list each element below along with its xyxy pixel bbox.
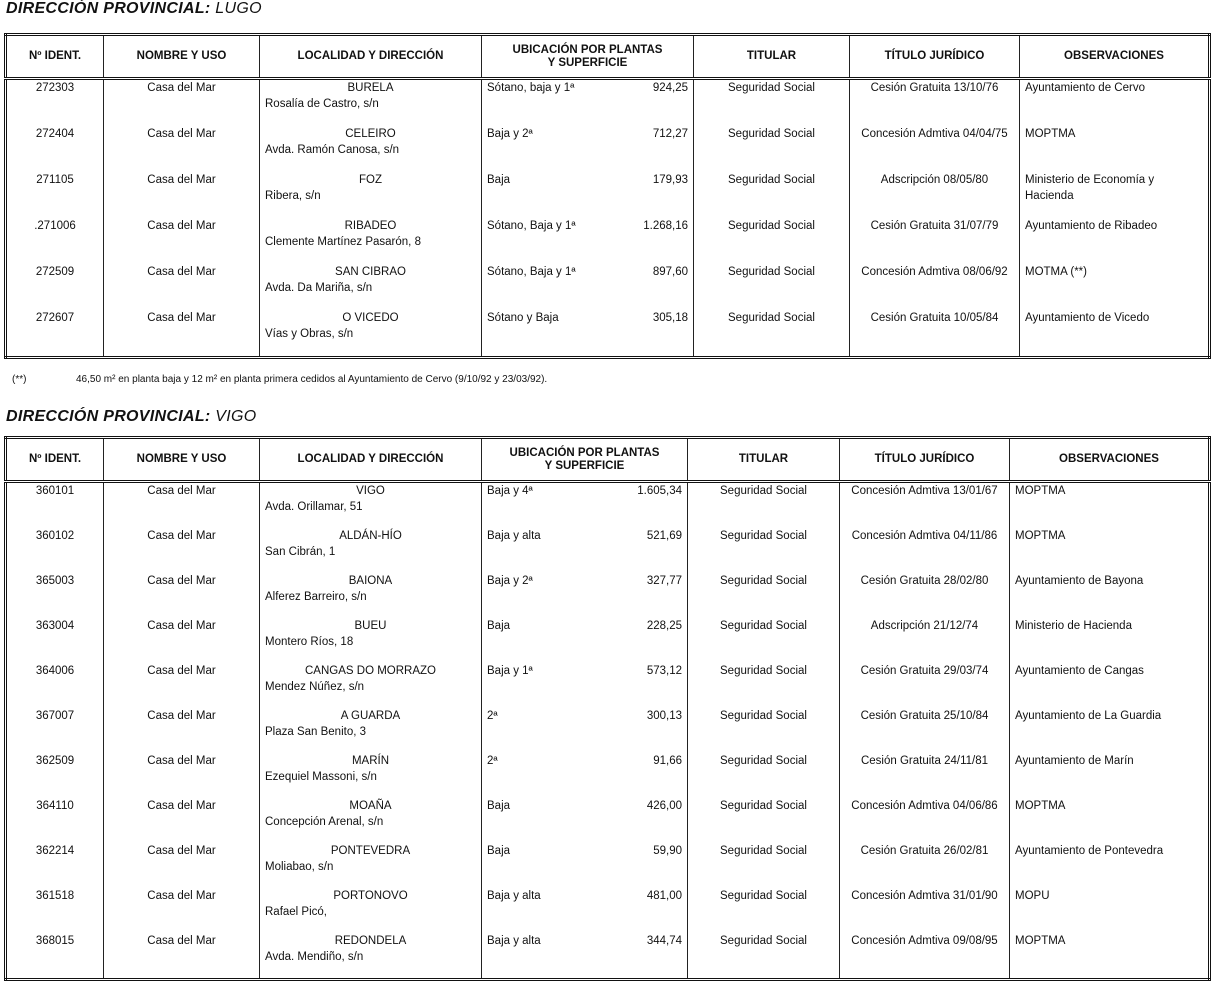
localidad-cell xyxy=(260,753,482,798)
ident-cell: 272303 xyxy=(6,79,104,127)
localidad-cell xyxy=(260,708,482,753)
direccion-text: Concepción Arenal, s/n xyxy=(265,816,384,828)
observaciones-cell: MOTMA (**) xyxy=(1020,264,1210,310)
observaciones-cell: Ministerio de Hacienda xyxy=(1010,618,1210,663)
ident-cell: .271006 xyxy=(6,218,104,264)
localidad-name: PONTEVEDRA xyxy=(330,845,411,857)
table-row xyxy=(6,573,1210,618)
localidad-name: CELEIRO xyxy=(345,128,396,141)
table-row xyxy=(6,172,1210,218)
observaciones-cell: MOPTMA xyxy=(1010,933,1210,980)
header-titular: TITULAR xyxy=(688,438,840,482)
nombre-cell: Casa del Mar xyxy=(104,126,260,172)
header-id: Nº IDENT. xyxy=(6,35,104,79)
plantas-text: Sótano, Baja y 1ª xyxy=(487,219,576,232)
observaciones-cell: Ayuntamiento de La Guardia xyxy=(1010,708,1210,753)
localidad-name: RIBADEO xyxy=(344,219,397,232)
observaciones-cell: Ministerio de Economía y Hacienda xyxy=(1020,172,1210,218)
localidad-name: FOZ xyxy=(359,174,382,186)
direccion-text: Avda. Mendiño, s/n xyxy=(265,951,364,963)
ident-cell: 368015 xyxy=(6,933,104,980)
table-body xyxy=(6,482,1210,980)
ubicacion-wrap xyxy=(487,172,688,188)
table-row xyxy=(6,264,1210,310)
localidad-name: BUEU xyxy=(354,620,387,632)
direccion-text: Plaza San Benito, 3 xyxy=(265,726,367,738)
titular-cell: Seguridad Social xyxy=(694,310,850,358)
plantas-text: Baja xyxy=(487,620,511,632)
table-header-row xyxy=(6,35,1210,79)
titulo-cell: Adscripción 08/05/80 xyxy=(850,172,1020,218)
titular-cell: Seguridad Social xyxy=(688,753,840,798)
table-row xyxy=(6,126,1210,172)
ubicacion-cell xyxy=(482,218,694,264)
ubicacion-wrap xyxy=(487,126,688,142)
ubicacion-wrap xyxy=(487,843,682,859)
header-titulo: TÍTULO JURÍDICO xyxy=(840,438,1010,482)
section-title-lugo xyxy=(6,0,262,18)
titular-cell: Seguridad Social xyxy=(694,264,850,310)
header-localidad: LOCALIDAD Y DIRECCIÓN xyxy=(260,35,482,79)
localidad-cell xyxy=(260,663,482,708)
ubicacion-cell xyxy=(482,663,688,708)
titular-cell: Seguridad Social xyxy=(688,663,840,708)
direccion-text: Moliabao, s/n xyxy=(265,861,334,873)
table-row xyxy=(6,888,1210,933)
nombre-cell: Casa del Mar xyxy=(104,482,260,529)
ident-cell: 272509 xyxy=(6,264,104,310)
titulo-cell: Cesión Gratuita 29/03/74 xyxy=(840,663,1010,708)
ubicacion-cell xyxy=(482,888,688,933)
ubicacion-cell xyxy=(482,573,688,618)
ident-cell: 360101 xyxy=(6,482,104,529)
titulo-cell: Concesión Admtiva 08/06/92 xyxy=(850,264,1020,310)
plantas-text: 2ª xyxy=(487,755,498,767)
table-row xyxy=(6,528,1210,573)
superficie-value: 179,93 xyxy=(652,174,688,186)
nombre-cell: Casa del Mar xyxy=(104,310,260,358)
ubicacion-wrap xyxy=(487,80,688,96)
observaciones-cell: Ayuntamiento de Vicedo xyxy=(1020,310,1210,358)
table-row xyxy=(6,708,1210,753)
titular-cell: Seguridad Social xyxy=(694,218,850,264)
direccion-text: Ezequiel Massoni, s/n xyxy=(265,771,377,783)
observaciones-cell: MOPU xyxy=(1010,888,1210,933)
ident-cell: 362509 xyxy=(6,753,104,798)
ubicacion-cell xyxy=(482,708,688,753)
ubicacion-wrap xyxy=(487,264,688,280)
superficie-value: 344,74 xyxy=(646,935,682,947)
plantas-text: Baja xyxy=(487,174,511,186)
ubicacion-cell xyxy=(482,843,688,888)
ubicacion-wrap xyxy=(487,933,682,949)
header-titulo: TÍTULO JURÍDICO xyxy=(850,35,1020,79)
ubicacion-wrap xyxy=(487,618,682,634)
superficie-value: 327,77 xyxy=(646,575,682,587)
titulo-cell: Cesión Gratuita 13/10/76 xyxy=(850,79,1020,127)
header-observaciones: OBSERVACIONES xyxy=(1010,438,1210,482)
ubicacion-wrap xyxy=(487,798,682,814)
plantas-text: Baja xyxy=(487,800,511,812)
observaciones-cell: Ayuntamiento de Cervo xyxy=(1020,79,1210,127)
table-row xyxy=(6,482,1210,529)
localidad-name: REDONDELA xyxy=(334,935,407,947)
superficie-value: 59,90 xyxy=(653,845,682,857)
table-row xyxy=(6,933,1210,980)
nombre-cell: Casa del Mar xyxy=(104,264,260,310)
direccion-text: Rafael Picó, xyxy=(265,906,328,918)
table-row xyxy=(6,218,1210,264)
nombre-cell: Casa del Mar xyxy=(104,888,260,933)
plantas-text: Baja y 2ª xyxy=(487,128,533,141)
titulo-cell: Cesión Gratuita 25/10/84 xyxy=(840,708,1010,753)
direccion-text: Vías y Obras, s/n xyxy=(265,327,354,340)
localidad-cell xyxy=(260,888,482,933)
section-title-province: LUGO xyxy=(215,0,262,17)
header-nombre: NOMBRE Y USO xyxy=(104,35,260,79)
header-id: Nº IDENT. xyxy=(6,438,104,482)
localidad-cell xyxy=(260,618,482,663)
direccion-text: Avda. Da Mariña, s/n xyxy=(265,281,373,294)
footnote-mark: (**) xyxy=(12,374,27,385)
titular-cell: Seguridad Social xyxy=(688,843,840,888)
superficie-value: 426,00 xyxy=(646,800,682,812)
localidad-cell xyxy=(260,172,482,218)
localidad-cell xyxy=(260,79,482,127)
localidad-cell xyxy=(260,264,482,310)
table-header-row xyxy=(6,438,1210,482)
nombre-cell: Casa del Mar xyxy=(104,573,260,618)
table-body xyxy=(6,79,1210,358)
localidad-cell xyxy=(260,310,482,358)
titulo-cell: Concesión Admtiva 13/01/67 xyxy=(840,482,1010,529)
ident-cell: 362214 xyxy=(6,843,104,888)
nombre-cell: Casa del Mar xyxy=(104,933,260,980)
superficie-value: 305,18 xyxy=(652,311,688,324)
localidad-cell xyxy=(260,798,482,843)
titular-cell: Seguridad Social xyxy=(688,618,840,663)
nombre-cell: Casa del Mar xyxy=(104,218,260,264)
ubicacion-cell xyxy=(482,264,694,310)
ident-cell: 364006 xyxy=(6,663,104,708)
ident-cell: 365003 xyxy=(6,573,104,618)
observaciones-cell: MOPTMA xyxy=(1020,126,1210,172)
plantas-text: Baja y 4ª xyxy=(487,485,533,497)
plantas-text: Sótano y Baja xyxy=(487,311,559,324)
nombre-cell: Casa del Mar xyxy=(104,618,260,663)
header-localidad: LOCALIDAD Y DIRECCIÓN xyxy=(260,438,482,482)
localidad-cell xyxy=(260,218,482,264)
localidad-name: ALDÁN-HÍO xyxy=(339,530,402,542)
titulo-cell: Cesión Gratuita 31/07/79 xyxy=(850,218,1020,264)
titulo-cell: Concesión Admtiva 09/08/95 xyxy=(840,933,1010,980)
table-row xyxy=(6,798,1210,843)
header-ubicacion: UBICACIÓN POR PLANTAS Y SUPERFICIE xyxy=(482,35,694,79)
nombre-cell: Casa del Mar xyxy=(104,79,260,127)
titulo-cell: Concesión Admtiva 31/01/90 xyxy=(840,888,1010,933)
ubicacion-wrap xyxy=(487,528,682,544)
plantas-text: Baja y alta xyxy=(487,890,541,902)
header-ubicacion: UBICACIÓN POR PLANTAS Y SUPERFICIE xyxy=(482,438,688,482)
localidad-name: A GUARDA xyxy=(340,710,401,722)
plantas-text: Sótano, Baja y 1ª xyxy=(487,265,576,278)
ident-cell: 364110 xyxy=(6,798,104,843)
nombre-cell: Casa del Mar xyxy=(104,843,260,888)
direccion-text: Ribera, s/n xyxy=(265,190,321,202)
titular-cell: Seguridad Social xyxy=(688,482,840,529)
ubicacion-cell xyxy=(482,482,688,529)
localidad-cell xyxy=(260,843,482,888)
localidad-cell xyxy=(260,126,482,172)
titular-cell: Seguridad Social xyxy=(694,126,850,172)
titulo-cell: Concesión Admtiva 04/04/75 xyxy=(850,126,1020,172)
header-observaciones: OBSERVACIONES xyxy=(1020,35,1210,79)
direccion-text: Avda. Orillamar, 51 xyxy=(265,501,363,513)
titular-cell: Seguridad Social xyxy=(694,79,850,127)
nombre-cell: Casa del Mar xyxy=(104,528,260,573)
ubicacion-cell xyxy=(482,753,688,798)
nombre-cell: Casa del Mar xyxy=(104,663,260,708)
ubicacion-cell xyxy=(482,79,694,127)
localidad-name: O VICEDO xyxy=(342,311,399,324)
plantas-text: Baja xyxy=(487,845,511,857)
plantas-text: 2ª xyxy=(487,710,498,722)
ident-cell: 361518 xyxy=(6,888,104,933)
superficie-value: 300,13 xyxy=(646,710,682,722)
vigo-table xyxy=(4,436,1211,981)
direccion-text: Clemente Martínez Pasarón, 8 xyxy=(265,235,421,248)
titulo-cell: Concesión Admtiva 04/06/86 xyxy=(840,798,1010,843)
observaciones-cell: Ayuntamiento de Pontevedra xyxy=(1010,843,1210,888)
plantas-text: Sótano, baja y 1ª xyxy=(487,82,575,94)
superficie-value: 897,60 xyxy=(652,265,688,278)
titular-cell: Seguridad Social xyxy=(688,933,840,980)
superficie-value: 573,12 xyxy=(646,665,682,677)
table-row xyxy=(6,618,1210,663)
ident-cell: 367007 xyxy=(6,708,104,753)
ident-cell: 271105 xyxy=(6,172,104,218)
ubicacion-wrap xyxy=(487,708,682,724)
ubicacion-wrap xyxy=(487,753,682,769)
header-titular: TITULAR xyxy=(694,35,850,79)
superficie-value: 1.268,16 xyxy=(643,219,688,232)
titulo-cell: Adscripción 21/12/74 xyxy=(840,618,1010,663)
observaciones-cell: Ayuntamiento de Ribadeo xyxy=(1020,218,1210,264)
ubicacion-cell xyxy=(482,528,688,573)
ident-cell: 272404 xyxy=(6,126,104,172)
ubicacion-wrap xyxy=(487,483,682,499)
localidad-name: CANGAS DO MORRAZO xyxy=(305,665,436,677)
superficie-value: 712,27 xyxy=(652,128,688,141)
ident-cell: 360102 xyxy=(6,528,104,573)
titular-cell: Seguridad Social xyxy=(688,888,840,933)
observaciones-cell: Ayuntamiento de Marín xyxy=(1010,753,1210,798)
ident-cell: 272607 xyxy=(6,310,104,358)
titular-cell: Seguridad Social xyxy=(688,573,840,618)
table-row xyxy=(6,79,1210,127)
table-row xyxy=(6,843,1210,888)
ubicacion-cell xyxy=(482,126,694,172)
direccion-text: Mendez Núñez, s/n xyxy=(265,681,365,693)
observaciones-cell: MOPTMA xyxy=(1010,482,1210,529)
localidad-name: VIGO xyxy=(356,485,385,497)
table-row xyxy=(6,310,1210,358)
ubicacion-cell xyxy=(482,618,688,663)
ubicacion-cell xyxy=(482,798,688,843)
observaciones-cell: MOPTMA xyxy=(1010,528,1210,573)
localidad-name: MOAÑA xyxy=(349,800,392,812)
direccion-text: Avda. Ramón Canosa, s/n xyxy=(265,144,400,157)
footnote-text: 46,50 m² en planta baja y 12 m² en planta primera cedidos al Ayuntamiento de Cervo (9/10/92 y 23/03/92). xyxy=(76,374,548,385)
table-row xyxy=(6,753,1210,798)
lugo-table xyxy=(4,33,1211,359)
footnote xyxy=(12,374,547,385)
observaciones-cell: Ayuntamiento de Cangas xyxy=(1010,663,1210,708)
nombre-cell: Casa del Mar xyxy=(104,172,260,218)
localidad-name: PORTONOVO xyxy=(333,890,408,902)
plantas-text: Baja y 2ª xyxy=(487,575,533,587)
ubicacion-cell xyxy=(482,172,694,218)
direccion-text: San Cibrán, 1 xyxy=(265,546,336,558)
localidad-cell xyxy=(260,482,482,529)
localidad-name: BAIONA xyxy=(348,575,393,587)
ubicacion-cell xyxy=(482,310,694,358)
section-title-label: DIRECCIÓN PROVINCIAL: xyxy=(6,0,211,17)
titular-cell: Seguridad Social xyxy=(688,528,840,573)
superficie-value: 1.605,34 xyxy=(637,485,682,497)
localidad-cell xyxy=(260,528,482,573)
observaciones-cell: MOPTMA xyxy=(1010,798,1210,843)
localidad-name: SAN CIBRAO xyxy=(335,265,406,278)
titular-cell: Seguridad Social xyxy=(694,172,850,218)
superficie-value: 481,00 xyxy=(646,890,682,902)
ubicacion-wrap xyxy=(487,663,682,679)
superficie-value: 521,69 xyxy=(646,530,682,542)
section-title-vigo xyxy=(6,408,257,426)
section-title-province: VIGO xyxy=(215,408,257,425)
direccion-text: Montero Ríos, 18 xyxy=(265,636,354,648)
titulo-cell: Cesión Gratuita 10/05/84 xyxy=(850,310,1020,358)
plantas-text: Baja y alta xyxy=(487,530,541,542)
titulo-cell: Cesión Gratuita 24/11/81 xyxy=(840,753,1010,798)
titular-cell: Seguridad Social xyxy=(688,798,840,843)
header-nombre: NOMBRE Y USO xyxy=(104,438,260,482)
ubicacion-wrap xyxy=(487,573,682,589)
titular-cell: Seguridad Social xyxy=(688,708,840,753)
nombre-cell: Casa del Mar xyxy=(104,753,260,798)
nombre-cell: Casa del Mar xyxy=(104,798,260,843)
localidad-name: MARÍN xyxy=(351,755,390,767)
localidad-name: BURELA xyxy=(347,82,394,94)
section-title-label: DIRECCIÓN PROVINCIAL: xyxy=(6,408,211,425)
ubicacion-wrap xyxy=(487,888,682,904)
ubicacion-wrap xyxy=(487,218,688,234)
localidad-cell xyxy=(260,573,482,618)
nombre-cell: Casa del Mar xyxy=(104,708,260,753)
localidad-cell xyxy=(260,933,482,980)
observaciones-cell: Ayuntamiento de Bayona xyxy=(1010,573,1210,618)
plantas-text: Baja y 1ª xyxy=(487,665,533,677)
superficie-value: 924,25 xyxy=(652,82,688,94)
direccion-text: Rosalía de Castro, s/n xyxy=(265,98,379,110)
superficie-value: 228,25 xyxy=(646,620,682,632)
titulo-cell: Cesión Gratuita 26/02/81 xyxy=(840,843,1010,888)
ubicacion-wrap xyxy=(487,310,688,326)
table-row xyxy=(6,663,1210,708)
plantas-text: Baja y alta xyxy=(487,935,541,947)
ubicacion-cell xyxy=(482,933,688,980)
ident-cell: 363004 xyxy=(6,618,104,663)
direccion-text: Alferez Barreiro, s/n xyxy=(265,591,367,603)
titulo-cell: Cesión Gratuita 28/02/80 xyxy=(840,573,1010,618)
titulo-cell: Concesión Admtiva 04/11/86 xyxy=(840,528,1010,573)
superficie-value: 91,66 xyxy=(653,755,682,767)
